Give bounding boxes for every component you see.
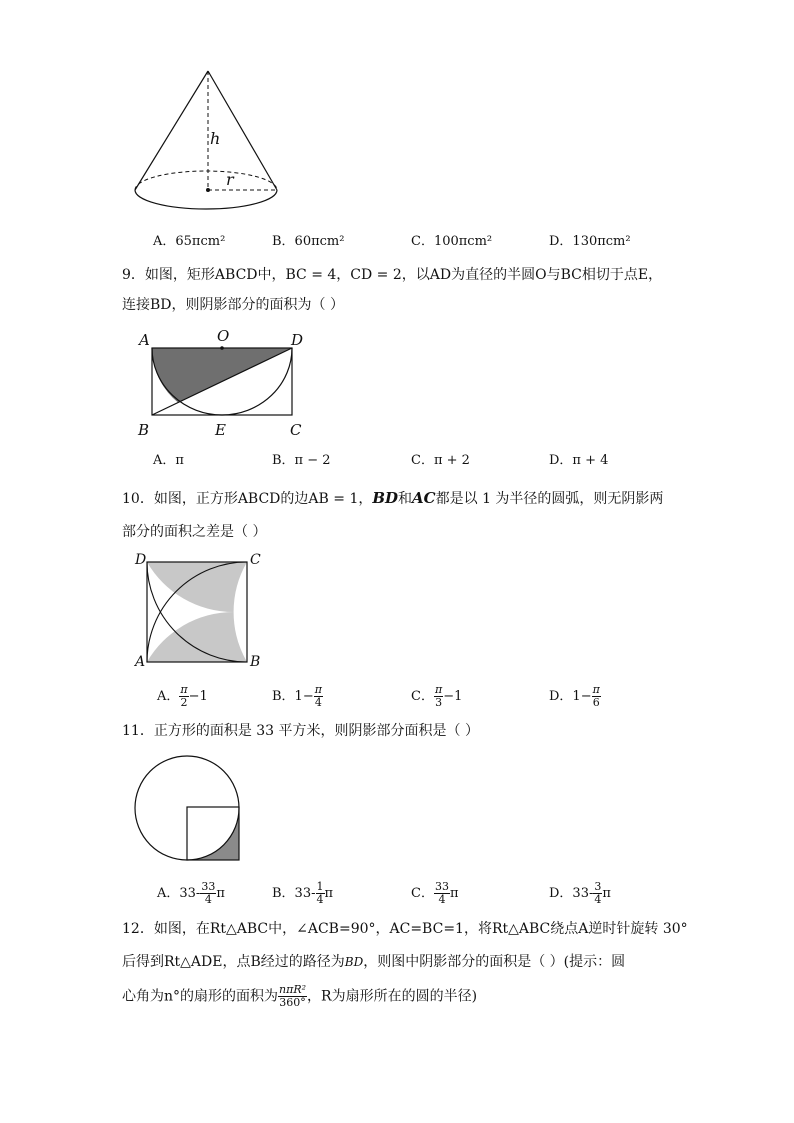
q10-label-b: B bbox=[250, 654, 261, 670]
q12-stem-line1: 12．如图，在Rt△ABC中，∠ACB=90°，AC=BC=1，将Rt△ABC绕点A逆时针旋转 30° bbox=[122, 921, 688, 937]
q10-stem-post: 都是以 1 为半径的圆弧，则无阴影两 bbox=[435, 491, 664, 507]
q11-figure bbox=[133, 755, 243, 865]
q11-option-d[interactable]: D．33- $\frac{3}{4}$ π bbox=[549, 880, 611, 906]
q10-stem-pre: 10．如图，正方形ABCD的边AB = 1， bbox=[122, 491, 373, 507]
q8-option-a[interactable]: A．65πcm² bbox=[153, 234, 226, 249]
q9-option-c[interactable]: C．π + 2 bbox=[411, 453, 470, 468]
q9-stem-line1: 9．如图，矩形ABCD中，BC = 4，CD = 2，以AD为直径的半圆O与BC相切于点E， bbox=[122, 267, 663, 283]
q9-label-b: B bbox=[138, 421, 150, 439]
q9-figure bbox=[150, 345, 295, 420]
sector-area-formula: $\frac{\text{nπR²}}{360^\circ}$ bbox=[279, 983, 307, 1009]
q10-label-c: C bbox=[250, 552, 261, 568]
q9-option-a[interactable]: A．π bbox=[153, 453, 184, 468]
q10-stem-line2: 部分的面积之差是（ ） bbox=[122, 524, 267, 540]
q11-stem: 11．正方形的面积是 33 平方米，则阴影部分面积是（ ） bbox=[122, 723, 479, 739]
q8-option-c[interactable]: C．100πcm² bbox=[411, 234, 493, 249]
q8-option-b[interactable]: B．60πcm² bbox=[272, 234, 345, 249]
cone-label-h: h bbox=[210, 129, 221, 148]
q10-arc-bd: BD bbox=[372, 489, 399, 507]
q10-arc-ac: AC bbox=[412, 489, 436, 507]
q10-stem-line1 bbox=[122, 488, 663, 509]
q12-stem-line2: 后得到Rt△ADE，点B经过的路径为BD，则图中阴影部分的面积是（ ）(提示：圆 bbox=[122, 954, 626, 970]
q12-stem-line3: 心角为n°的扇形的面积为 $\frac{\text{nπR²}}{360^\circ}$ ，R为扇形所在的圆的半径) bbox=[122, 983, 478, 1009]
q10-option-a[interactable]: A． $\frac{\pi}{2}$ −1 bbox=[157, 683, 208, 709]
q11-option-a[interactable]: A．33- $\frac{33}{4}$ π bbox=[157, 880, 225, 906]
q9-label-a: A bbox=[139, 331, 150, 349]
q9-label-c: C bbox=[290, 421, 302, 439]
q9-label-d: D bbox=[291, 331, 304, 349]
q9-label-o: O bbox=[217, 327, 230, 345]
q9-option-b[interactable]: B．π − 2 bbox=[272, 453, 331, 468]
q8-option-d[interactable]: D．130πcm² bbox=[549, 234, 631, 249]
q11-option-c[interactable]: C． $\frac{33}{4}$ π bbox=[411, 880, 459, 906]
q11-option-b[interactable]: B．33- $\frac{1}{4}$ π bbox=[272, 880, 334, 906]
q10-figure bbox=[146, 561, 248, 663]
q10-label-d: D bbox=[135, 552, 147, 568]
q10-stem-mid: 和 bbox=[398, 491, 413, 507]
q9-option-d[interactable]: D．π + 4 bbox=[549, 453, 609, 468]
q9-stem-line2: 连接BD，则阴影部分的面积为（ ） bbox=[122, 297, 344, 313]
q10-option-c[interactable]: C． $\frac{\pi}{3}$ −1 bbox=[411, 683, 463, 709]
q10-label-a: A bbox=[135, 654, 146, 670]
q10-option-b[interactable]: B．1− $\frac{\pi}{4}$ bbox=[272, 683, 322, 709]
q12-arc-bd: BD bbox=[344, 955, 364, 969]
q10-option-d[interactable]: D．1− $\frac{\pi}{6}$ bbox=[549, 683, 600, 709]
q9-label-e: E bbox=[215, 421, 226, 439]
cone-label-r: r bbox=[226, 170, 234, 189]
